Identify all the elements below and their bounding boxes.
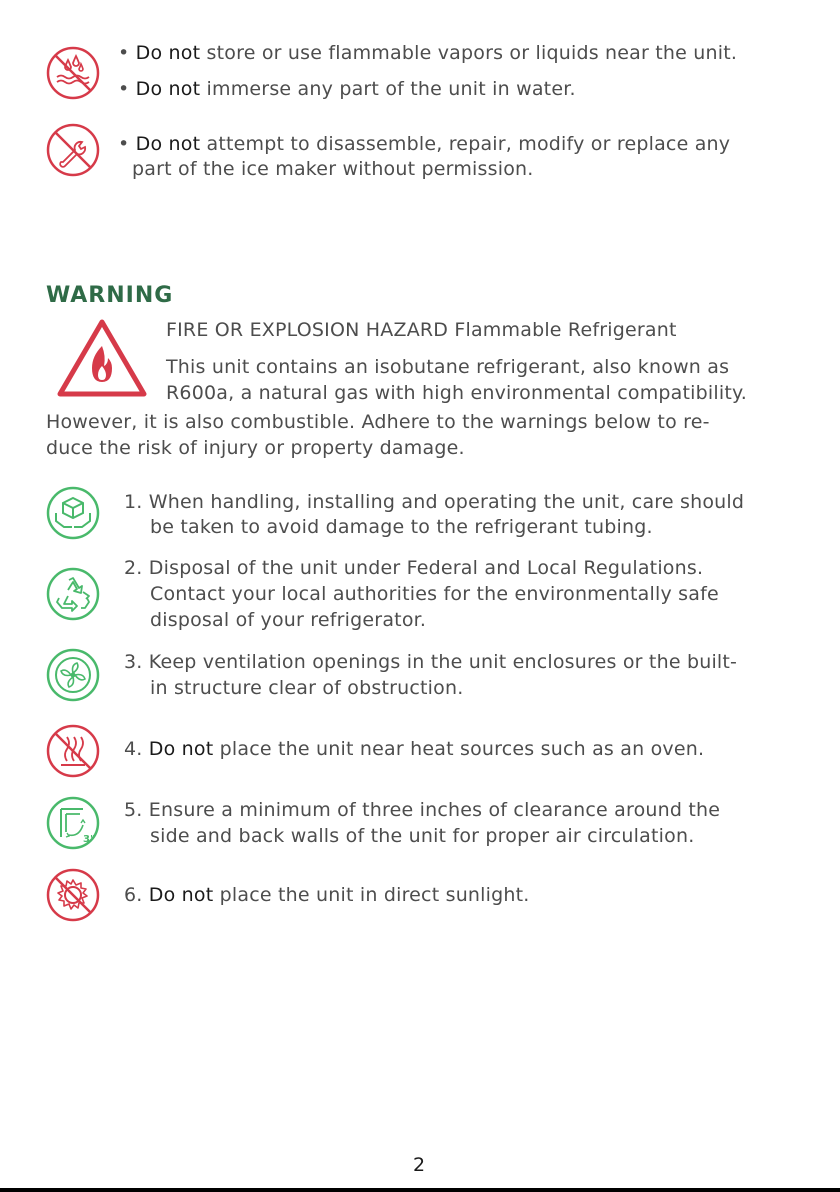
warning-para-line-3: However, it is also combustible. Adhere to the warnings below to re- bbox=[46, 411, 710, 433]
bullet-immerse: • Do not immerse any part of the unit in water. bbox=[118, 78, 576, 100]
item-1-line-2: be taken to avoid damage to the refrigerant tubing. bbox=[150, 516, 653, 538]
clearance-3-inches-icon bbox=[45, 795, 101, 851]
item-1-line-1: 1. When handling, installing and operating the unit, care should bbox=[124, 491, 745, 513]
item-2-line-3: disposal of your refrigerator. bbox=[150, 609, 427, 631]
page-number: 2 bbox=[413, 1154, 426, 1176]
item-5-line-2: side and back walls of the unit for proper air circulation. bbox=[150, 825, 695, 847]
bullet-flammable: • Do not store or use flammable vapors or liquids near the unit. bbox=[118, 42, 738, 64]
item-3-line-2: in structure clear of obstruction. bbox=[150, 677, 464, 699]
do-not-emphasis: Do not bbox=[135, 42, 201, 64]
clearance-icon-label: 3" bbox=[83, 834, 96, 845]
no-repair-tools-icon bbox=[45, 122, 101, 178]
handle-with-care-icon bbox=[45, 485, 101, 541]
item-2-line-2: Contact your local authorities for the environmentally safe bbox=[150, 583, 719, 605]
hazard-line: FIRE OR EXPLOSION HAZARD Flammable Refrigerant bbox=[166, 319, 677, 341]
fire-hazard-warning-icon bbox=[54, 316, 150, 400]
bullet-disassemble: • Do not attempt to disassemble, repair, modify or replace any bbox=[118, 133, 731, 155]
item-6: 6. Do not place the unit in direct sunlight. bbox=[124, 884, 530, 906]
ventilation-fan-icon bbox=[45, 647, 101, 703]
item-2-line-1: 2. Disposal of the unit under Federal and Local Regulations. bbox=[124, 557, 704, 579]
item-3-line-1: 3. Keep ventilation openings in the unit enclosures or the built- bbox=[124, 651, 738, 673]
warning-para-line-1: This unit contains an isobutane refrigerant, also known as bbox=[166, 356, 730, 378]
bottom-rule bbox=[0, 1188, 840, 1192]
item-4: 4. Do not place the unit near heat sources such as an oven. bbox=[124, 738, 705, 760]
bullet-disassemble-cont: part of the ice maker without permission. bbox=[132, 158, 534, 180]
recycle-icon bbox=[45, 566, 101, 622]
do-not-emphasis: Do not bbox=[135, 133, 201, 155]
no-heat-source-icon bbox=[45, 723, 101, 779]
no-direct-sunlight-icon bbox=[45, 867, 101, 923]
no-flammable-liquids-icon bbox=[45, 45, 101, 101]
warning-title: WARNING bbox=[46, 283, 174, 308]
item-5-line-1: 5. Ensure a minimum of three inches of clearance around the bbox=[124, 799, 721, 821]
warning-para-line-4: duce the risk of injury or property damage. bbox=[46, 437, 465, 459]
do-not-emphasis: Do not bbox=[148, 884, 214, 906]
do-not-emphasis: Do not bbox=[148, 738, 214, 760]
warning-para-line-2: R600a, a natural gas with high environmental compatibility. bbox=[166, 382, 747, 404]
do-not-emphasis: Do not bbox=[135, 78, 201, 100]
